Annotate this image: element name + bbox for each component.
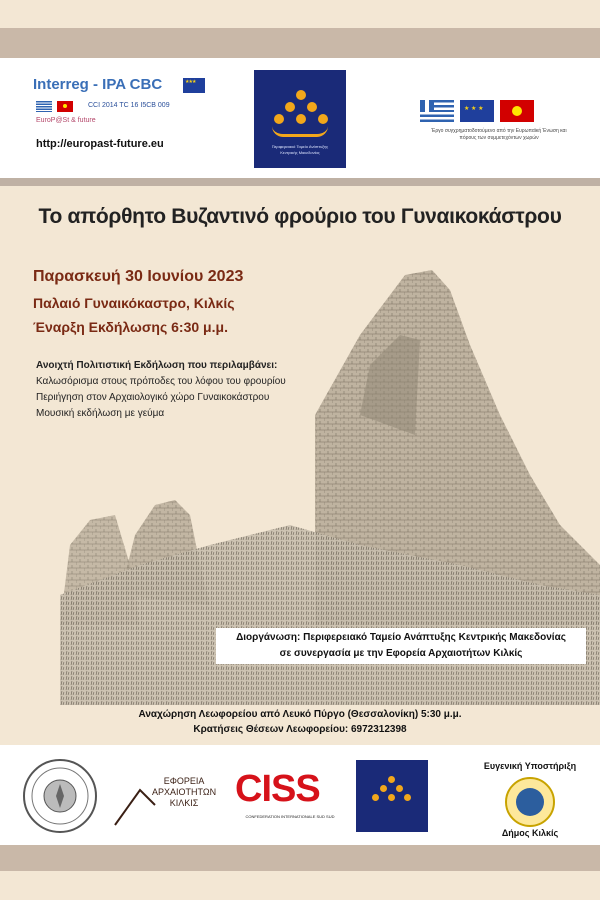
project-name: EuroP@St & future [36, 117, 96, 124]
event-place: Παλαιό Γυναικόκαστρο, Κιλκίς [33, 295, 235, 311]
eu-flag-icon [183, 78, 205, 93]
program-list [36, 358, 286, 422]
eu-flag-icon [460, 100, 494, 122]
bottom-bar [0, 845, 600, 871]
ephorate-logo-text [152, 776, 216, 809]
interreg-logo-text: Interreg - IPA CBC [33, 76, 163, 93]
program-heading: Ανοιχτή Πολιτιστική Εκδήλωση που περιλαμβάνει: [36, 360, 278, 371]
seal-logo-icon [20, 756, 100, 836]
event-start-time: Έναρξη Εκδήλωσης 6:30 μ.μ. [33, 319, 228, 335]
ciss-logo-text: CISS [235, 768, 320, 810]
support-label: Ευγενική Υποστήριξη [483, 761, 577, 771]
bus-info [0, 707, 600, 737]
bus-departure: Αναχώρηση Λεωφορείου από Λευκό Πύργο (Θεσσαλονίκη) 5:30 μ.μ. [138, 709, 462, 720]
municipality-logo-icon [505, 777, 555, 827]
organizer-line: Διοργάνωση: Περιφερειακό Ταμείο Ανάπτυξης Κεντρικής Μακεδονίας [236, 632, 566, 643]
top-bar [0, 28, 600, 58]
program-item: Περιήγηση στον Αρχαιολογικό χώρο Γυναικοκάστρου [36, 392, 270, 403]
event-date: Παρασκευή 30 Ιουνίου 2023 [33, 268, 244, 285]
project-url[interactable]: http://europast-future.eu [36, 138, 164, 150]
ephorate-line: ΑΡΧΑΙΟΤΗΤΩΝ [152, 787, 217, 797]
ephorate-line: ΚΙΛΚΙΣ [169, 798, 199, 808]
cci-code: CCI 2014 TC 16 I5CB 009 [88, 102, 170, 109]
ciss-subtitle: CONFEDERATION INTERNATIONALE SUD SUD [245, 814, 335, 819]
ptak-logo-icon [254, 70, 346, 168]
greece-flag-icon [420, 100, 454, 122]
north-macedonia-flag-icon [500, 100, 534, 122]
greece-flag-icon [36, 101, 52, 112]
program-item: Καλωσόρισμα στους πρόποδες του λόφου του φρουρίου [36, 376, 286, 387]
ephorate-line: ΕΦΟΡΕΙΑ [163, 776, 205, 786]
organizer-box [216, 628, 586, 664]
ptak-logo-icon [356, 760, 428, 832]
event-title: Το απόρθητο Βυζαντινό φρούριο του Γυναικοκάστρου [38, 205, 562, 228]
cofunding-statement: Έργο συγχρηματοδοτούμενο από την Ευρωπαϊκή Ένωση και πόρους των συμμετεχόντων χωρών [431, 128, 567, 141]
organizer-line: σε συνεργασία με την Εφορεία Αρχαιοτήτων Κιλκίς [279, 648, 523, 659]
north-macedonia-flag-icon [57, 101, 73, 112]
program-item: Μουσική εκδήλωση με γεύμα [36, 408, 165, 419]
header-divider [0, 178, 600, 186]
municipality-name: Δήμος Κιλκίς [501, 828, 559, 838]
bus-booking: Κρατήσεις Θέσεων Λεωφορείου: 6972312398 [193, 724, 407, 735]
ptak-logo-text: Περιφερειακό Ταμείο Ανάπτυξης Κεντρικής Μακεδονίας [271, 144, 329, 155]
